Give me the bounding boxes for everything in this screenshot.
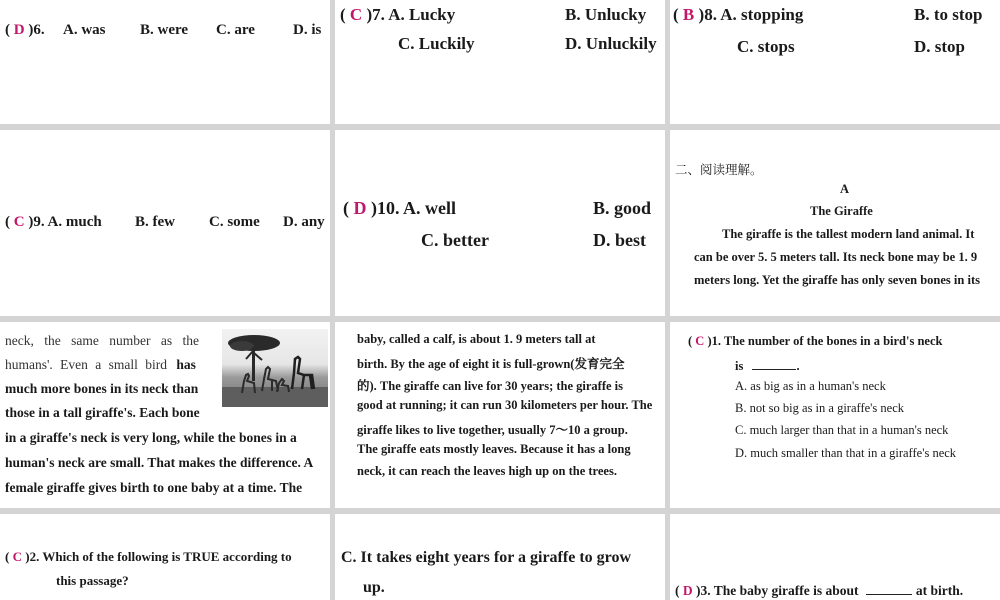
paren-open: ( <box>688 334 693 348</box>
paren-close: ) <box>698 5 705 24</box>
option-a: A. Lucky <box>388 5 456 24</box>
answer-blank[interactable] <box>866 581 912 595</box>
passage-line <box>5 333 217 349</box>
passage-line: baby, called a calf, is about 1. 9 meters tall at <box>357 332 596 346</box>
paren-open: ( <box>5 22 10 38</box>
answer-mark: D <box>13 22 25 38</box>
reading-question-3 <box>675 581 963 599</box>
card-passage-cont2 <box>335 322 665 508</box>
card-q6 <box>0 0 330 124</box>
card-q8 <box>670 0 1000 124</box>
paren-close: ) <box>707 334 712 348</box>
card-q10 <box>335 130 665 316</box>
passage-text: neck, the same number as the <box>5 333 199 348</box>
giraffe-savanna-photo <box>222 329 328 407</box>
card-reading-q3 <box>670 514 1000 600</box>
passage-text: humans'. Even a small bird <box>5 357 175 372</box>
question-number: 7. <box>372 5 385 24</box>
paren-close: ) <box>25 549 30 564</box>
option-c: C. stops <box>737 37 795 56</box>
passage-line: giraffe likes to live together, usually 7～10 a group. <box>357 423 628 437</box>
option-b: B. Unlucky <box>565 5 647 24</box>
passage-line: The giraffe eats mostly leaves. Because it has a long <box>357 442 631 456</box>
passage-line: much more bones in its neck than <box>5 381 199 396</box>
passage-line: The giraffe is the tallest modern land animal. It <box>722 227 975 241</box>
option-d: D. any <box>283 214 325 230</box>
option-c: C. better <box>421 230 489 250</box>
question-stem: 3. The baby giraffe is about <box>700 583 859 598</box>
option-c: C. are <box>216 22 255 38</box>
paren-close: ) <box>371 198 377 218</box>
paren-close: ) <box>366 5 373 24</box>
card-reading-q2-option <box>335 514 665 600</box>
question-10 <box>343 198 456 219</box>
passage-text: has <box>176 357 196 372</box>
passage-line: female giraffe gives birth to one baby at a time. The <box>5 480 303 495</box>
card-reading-q1 <box>670 322 1000 508</box>
passage-line: birth. By the age of eight it is full-grown(发育完全 <box>357 357 625 371</box>
question-number: 10. <box>377 198 400 218</box>
option-a: A. was <box>63 22 106 38</box>
option-d: D. Unluckily <box>565 34 657 53</box>
question-stem: 1. The number of the bones in a bird's neck <box>711 334 943 348</box>
card-q9 <box>0 130 330 316</box>
paren-close: ) <box>28 22 34 38</box>
option-a: A. much <box>47 214 102 230</box>
passage-line: meters long. Yet the giraffe has only seven bones in its <box>694 273 980 287</box>
question-stem: . <box>796 359 800 373</box>
paren-open: ( <box>5 214 10 230</box>
passage-line: good at running; it can run 30 kilometers per hour. The <box>357 398 653 412</box>
question-7 <box>340 5 455 25</box>
option-a: A. stopping <box>720 5 804 24</box>
answer-mark: C <box>349 5 363 24</box>
passage-line: 的). The giraffe can live for 30 years; the giraffe is <box>357 379 624 393</box>
answer-mark: D <box>353 198 367 218</box>
option-d: D. best <box>593 230 646 250</box>
option-d: D. is <box>293 22 322 38</box>
option-b: B. good <box>593 198 652 218</box>
question-number: 9. <box>33 214 45 230</box>
question-stem: is <box>735 359 744 373</box>
option-b: B. to stop <box>914 5 983 24</box>
passage-line: human's neck are small. That makes the difference. A <box>5 455 314 470</box>
option-c: C. Luckily <box>398 34 475 53</box>
paren-open: ( <box>343 198 349 218</box>
option-a: A. well <box>403 198 457 218</box>
option-b: B. not so big as in a giraffe's neck <box>735 401 905 415</box>
answer-mark: C <box>695 334 705 348</box>
question-6 <box>5 22 45 39</box>
question-9 <box>5 214 102 231</box>
option-d: D. stop <box>914 37 966 56</box>
option-c-cont: up. <box>363 579 385 596</box>
answer-mark: D <box>682 583 693 598</box>
paren-open: ( <box>673 5 679 24</box>
question-number: 8. <box>704 5 717 24</box>
giraffe-photo-icon <box>222 329 328 407</box>
passage-line: in a giraffe's neck is very long, while the bones in a <box>5 430 297 445</box>
question-stem-cont <box>735 357 800 374</box>
passage-letter: A <box>840 182 850 196</box>
card-q7 <box>335 0 665 124</box>
passage-line: those in a tall giraffe's. Each bone <box>5 405 200 420</box>
question-number: 6. <box>33 22 45 38</box>
option-b: B. few <box>135 214 175 230</box>
passage-line: can be over 5. 5 meters tall. Its neck bone may be 1. 9 <box>694 250 978 264</box>
passage-title: The Giraffe <box>810 204 873 218</box>
reading-question-2 <box>5 549 292 565</box>
card-passage-cont <box>0 322 330 508</box>
option-c: C. some <box>209 214 260 230</box>
reading-question-1 <box>688 334 942 349</box>
paren-open: ( <box>675 583 680 598</box>
option-c: C. It takes eight years for a giraffe to grow <box>341 549 632 566</box>
option-c: C. much larger than that in a human's neck <box>735 423 949 437</box>
answer-mark: C <box>12 549 22 564</box>
question-stem: at birth. <box>915 583 964 598</box>
answer-mark: C <box>13 214 25 230</box>
answer-mark: B <box>682 5 695 24</box>
option-a: A. as big as in a human's neck <box>735 379 886 393</box>
paren-close: ) <box>28 214 34 230</box>
paren-open: ( <box>340 5 346 24</box>
card-reading-q2 <box>0 514 330 600</box>
option-b: B. were <box>140 22 189 38</box>
question-stem: 2. Which of the following is TRUE according to <box>29 549 292 564</box>
card-reading-intro <box>670 130 1000 316</box>
option-d: D. much smaller than that in a giraffe's neck <box>735 446 957 460</box>
answer-blank[interactable] <box>752 357 796 370</box>
question-8 <box>673 5 803 25</box>
passage-line <box>5 357 196 373</box>
paren-open: ( <box>5 549 10 564</box>
passage-line: neck, it can reach the leaves high up on the trees. <box>357 464 617 478</box>
section-heading: 二、阅读理解。 <box>675 162 763 177</box>
paren-close: ) <box>696 583 701 598</box>
question-stem-cont: this passage? <box>56 573 129 588</box>
